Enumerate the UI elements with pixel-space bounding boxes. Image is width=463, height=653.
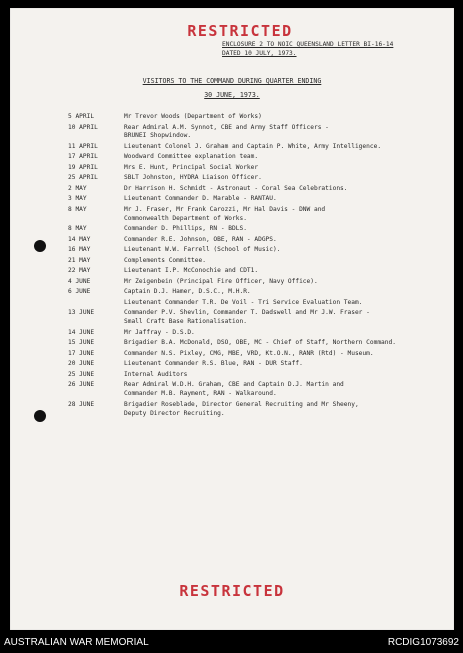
visitor-row xyxy=(68,195,448,204)
visitor-row xyxy=(68,371,448,380)
visit-date: 22 MAY xyxy=(68,267,91,275)
punch-hole xyxy=(34,410,46,422)
visitor-row xyxy=(68,288,448,297)
visitor-row xyxy=(68,360,448,369)
visit-date: 14 MAY xyxy=(68,235,91,243)
visit-date: 28 JUNE xyxy=(68,400,95,408)
visitor-row xyxy=(68,257,448,266)
visit-date: 20 JUNE xyxy=(68,360,95,368)
archive-id: RCDIG1073692 xyxy=(387,637,459,648)
enclosure-reference xyxy=(222,40,393,58)
document-title: VISITORS TO THE COMMAND DURING QUARTER ENDING xyxy=(142,77,322,85)
visit-date: 14 JUNE xyxy=(68,328,95,336)
visitor-details: Mr Trevor Woods (Department of Works) xyxy=(124,113,262,120)
visit-date: 13 JUNE xyxy=(68,309,95,317)
visit-date: 26 JUNE xyxy=(68,381,95,389)
visitor-row xyxy=(68,401,448,419)
visitor-row xyxy=(68,299,448,308)
document-title-date: 30 JUNE, 1973. xyxy=(204,91,260,99)
visitor-details: Dr Harrison H. Schmidt - Astronaut - Coral Sea Celebrations. xyxy=(124,184,348,192)
visitor-details: Woodward Committee explanation team. xyxy=(124,153,259,161)
visit-date: 10 APRIL xyxy=(68,123,98,131)
visitor-details: Mrs E. Hunt, Principal Social Worker xyxy=(124,163,259,171)
visit-date: 11 APRIL xyxy=(68,142,98,150)
visitor-details: SBLT Johnston, HYDRA Liaison Officer. xyxy=(124,174,262,182)
visit-date: 17 JUNE xyxy=(68,349,95,357)
visitor-row xyxy=(68,309,448,327)
visitor-details: Captain D.J. Hamer, D.S.C., M.H.R. xyxy=(124,288,251,296)
visitor-details: Rear Admiral A.M. Synnot, CBE and Army Staff Officers - BRUNEI Shopwindow. xyxy=(124,123,329,140)
visitor-row xyxy=(68,329,448,338)
visit-date: 5 APRIL xyxy=(68,113,95,120)
visitor-row xyxy=(68,164,448,173)
visitor-details: Commander P.V. Shevlin, Commander T. Dadswell and Mr J.W. Fraser - Small Craft Base Rationalisation. xyxy=(124,309,370,326)
visitor-details: Mr Jaffray - D.S.D. xyxy=(124,328,195,336)
visitor-row xyxy=(68,236,448,245)
visitor-row xyxy=(68,124,448,142)
visitor-row xyxy=(68,185,448,194)
visitor-row xyxy=(68,143,448,152)
visitor-row xyxy=(68,381,448,399)
classification-stamp-bottom: RESTRICTED xyxy=(179,582,285,600)
visitor-details: Lieutenant I.P. McConochie and CDT1. xyxy=(124,267,259,275)
visit-date: 25 APRIL xyxy=(68,174,98,182)
visit-date: 6 JUNE xyxy=(68,288,91,296)
punch-hole xyxy=(34,240,46,252)
visitor-row xyxy=(68,206,448,224)
enclosure-line: ENCLOSURE 2 TO NOIC QUEENSLAND LETTER BI-16-14 xyxy=(222,41,394,48)
visitor-details: Brigadier Roseblade, Director General Recruiting and Mr Sheeny, Deputy Director Recruiting. xyxy=(124,400,359,417)
visit-date xyxy=(68,299,124,308)
visit-date: 4 JUNE xyxy=(68,277,91,285)
archive-footer xyxy=(0,632,463,653)
document-page xyxy=(10,8,454,630)
visitor-details: Commander N.S. Pixley, CMG, MBE, VRD, Kt.O.N., RANR (Rtd) - Museum. xyxy=(124,349,374,357)
enclosure-date: DATED 10 JULY, 1973. xyxy=(222,50,297,57)
visitor-details: Internal Auditors xyxy=(124,370,188,378)
visit-date: 21 MAY xyxy=(68,256,91,264)
visitor-details: Mr J. Fraser, Mr Frank Carozzi, Mr Hal Davis - DNW and Commonwealth Department of Works. xyxy=(124,205,326,222)
classification-stamp-top: RESTRICTED xyxy=(187,22,293,40)
visitor-row xyxy=(68,350,448,359)
visit-date: 25 JUNE xyxy=(68,370,95,378)
visitor-row xyxy=(68,339,448,348)
visit-date: 8 MAY xyxy=(68,225,87,233)
archive-name: AUSTRALIAN WAR MEMORIAL xyxy=(4,637,149,648)
visitor-details: Complements Committee. xyxy=(124,256,206,264)
visitor-details: Lieutenant Commander R.S. Blue, RAN - DUR Staff. xyxy=(124,360,303,368)
visitor-details: Rear Admiral W.D.H. Graham, CBE and Captain D.J. Martin and Commander M.B. Rayment, RAN - Walkaround. xyxy=(124,381,344,398)
visitor-row xyxy=(68,113,448,122)
visit-date: 17 APRIL xyxy=(68,153,98,161)
visit-date: 8 MAY xyxy=(68,205,87,213)
visit-date: 19 APRIL xyxy=(68,163,98,171)
visitor-details: Lieutenant Colonel J. Graham and Captain P. White, Army Intelligence. xyxy=(124,142,382,150)
visitor-row xyxy=(68,278,448,287)
visitor-details: Lieutenant Commander D. Marable - RANTAU. xyxy=(124,195,277,203)
visitor-details: Brigadier B.A. McDonald, DSO, OBE, MC - Chief of Staff, Northern Command. xyxy=(124,339,396,347)
visitor-details: Lieutenant W.W. Farrell (School of Music). xyxy=(124,246,281,254)
visitor-details: Commander D. Phillips, RN - BDLS. xyxy=(124,225,247,233)
visit-date: 16 MAY xyxy=(68,246,91,254)
visitor-details: Lieutenant Commander T.R. De Voil - Tri Service Evaluation Team. xyxy=(124,298,363,306)
visit-date: 3 MAY xyxy=(68,195,87,203)
visit-date: 15 JUNE xyxy=(68,339,95,347)
visitor-list xyxy=(68,113,448,420)
visitor-row xyxy=(68,246,448,255)
visitor-details: Mr Zeigenbein (Principal Fire Officer, Navy Office). xyxy=(124,277,318,285)
visitor-row xyxy=(68,225,448,234)
visitor-row xyxy=(68,153,448,162)
visitor-row xyxy=(68,174,448,183)
visitor-row xyxy=(68,267,448,276)
visit-date: 2 MAY xyxy=(68,184,87,192)
visitor-details: Commander R.E. Johnson, OBE, RAN - ADGPS. xyxy=(124,235,277,243)
